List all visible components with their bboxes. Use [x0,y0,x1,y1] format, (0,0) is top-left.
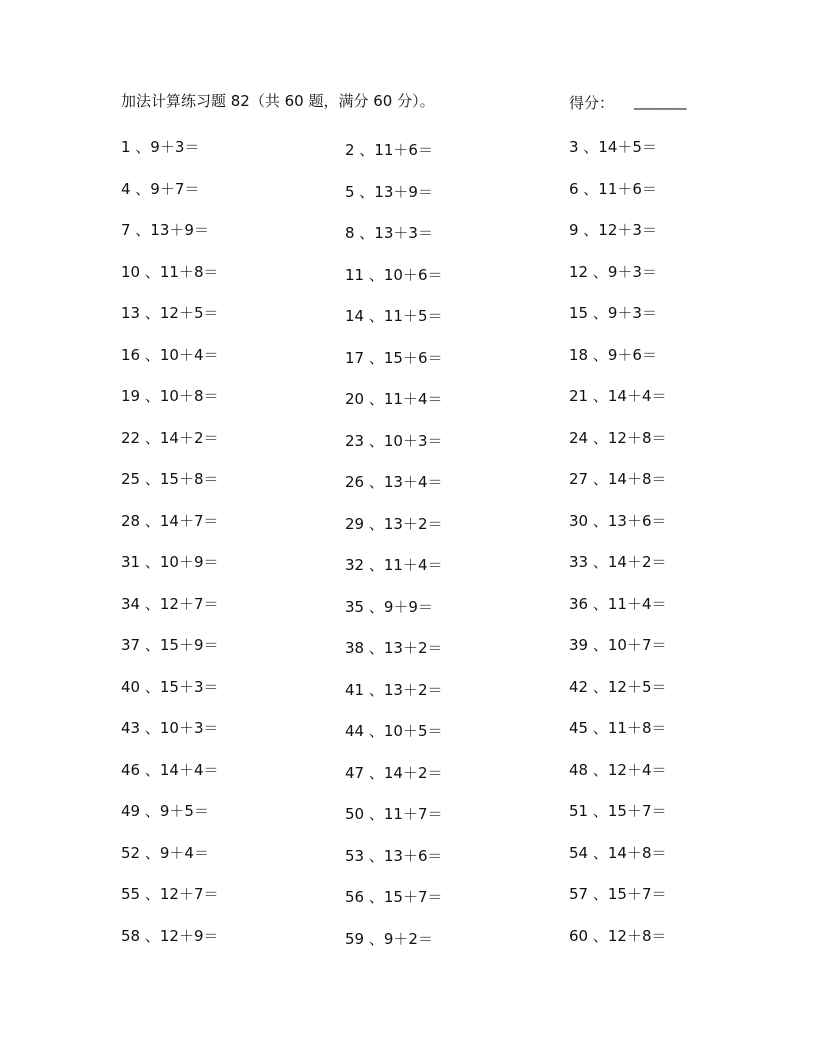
problem-item: 5 、13＋9＝ [345,182,433,201]
problem-item: 18 、9＋6＝ [569,345,657,364]
problem-item: 19 、10＋8＝ [121,387,219,405]
problem-item: 60 、12＋8＝ [569,926,667,945]
problem-item: 34 、12＋7＝ [121,594,219,613]
score-blank: _______ [634,92,687,110]
problem-item: 39 、10＋7＝ [569,636,667,654]
problem-item: 46 、14＋4＝ [121,760,219,779]
worksheet-title: 加法计算练习题 82（共 60 题，满分 60 分）。 [121,92,435,110]
problem-item: 37 、15＋9＝ [121,636,219,654]
problem-item: 9 、12＋3＝ [569,221,657,239]
problem-item: 10 、11＋8＝ [121,262,219,281]
problem-item: 14 、11＋5＝ [345,307,443,325]
problem-item: 42 、12＋5＝ [569,677,667,696]
problem-item: 43 、10＋3＝ [121,719,219,737]
problem-item: 26 、13＋4＝ [345,473,443,491]
problem-item: 47 、14＋2＝ [345,763,443,782]
problem-item: 17 、15＋6＝ [345,348,443,367]
problem-item: 27 、14＋8＝ [569,470,667,488]
problem-item: 30 、13＋6＝ [569,511,667,530]
problem-item: 49 、9＋5＝ [121,802,209,820]
problem-item: 13 、12＋5＝ [121,304,219,322]
problem-grid [121,136,701,966]
score-label: 得分： [569,94,615,112]
problem-item: 16 、10＋4＝ [121,345,219,364]
problem-item: 22 、14＋2＝ [121,428,219,447]
problem-item: 52 、9＋4＝ [121,843,209,862]
problem-item: 36 、11＋4＝ [569,594,667,613]
problem-item: 1 、9＋3＝ [121,138,200,156]
problem-item: 8 、13＋3＝ [345,224,433,242]
problem-item: 2 、11＋6＝ [345,141,433,159]
problem-item: 15 、9＋3＝ [569,304,657,322]
problem-item: 35 、9＋9＝ [345,597,433,616]
problem-item: 41 、13＋2＝ [345,680,443,699]
problem-item: 31 、10＋9＝ [121,553,219,571]
problem-item: 28 、14＋7＝ [121,511,219,530]
problem-item: 6 、11＋6＝ [569,179,657,198]
problem-item: 48 、12＋4＝ [569,760,667,779]
problem-item: 45 、11＋8＝ [569,719,667,737]
problem-item: 38 、13＋2＝ [345,639,443,657]
problem-item: 51 、15＋7＝ [569,802,667,820]
problem-item: 11 、10＋6＝ [345,265,443,284]
problem-item: 55 、12＋7＝ [121,885,219,903]
problem-item: 21 、14＋4＝ [569,387,667,405]
problem-item: 54 、14＋8＝ [569,843,667,862]
problem-item: 33 、14＋2＝ [569,553,667,571]
problem-item: 4 、9＋7＝ [121,179,200,198]
problem-item: 40 、15＋3＝ [121,677,219,696]
problem-item: 24 、12＋8＝ [569,428,667,447]
problem-item: 25 、15＋8＝ [121,470,219,488]
problem-item: 3 、14＋5＝ [569,138,657,156]
problem-item: 53 、13＋6＝ [345,846,443,865]
problem-item: 7 、13＋9＝ [121,221,209,239]
problem-item: 32 、11＋4＝ [345,556,443,574]
problem-item: 58 、12＋9＝ [121,926,219,945]
problem-item: 57 、15＋7＝ [569,885,667,903]
problem-item: 44 、10＋5＝ [345,722,443,740]
problem-item: 12 、9＋3＝ [569,262,657,281]
problem-item: 23 、10＋3＝ [345,431,443,450]
problem-item: 29 、13＋2＝ [345,514,443,533]
problem-item: 20 、11＋4＝ [345,390,443,408]
problem-item: 50 、11＋7＝ [345,805,443,823]
problem-item: 56 、15＋7＝ [345,888,443,906]
problem-item: 59 、9＋2＝ [345,929,433,948]
